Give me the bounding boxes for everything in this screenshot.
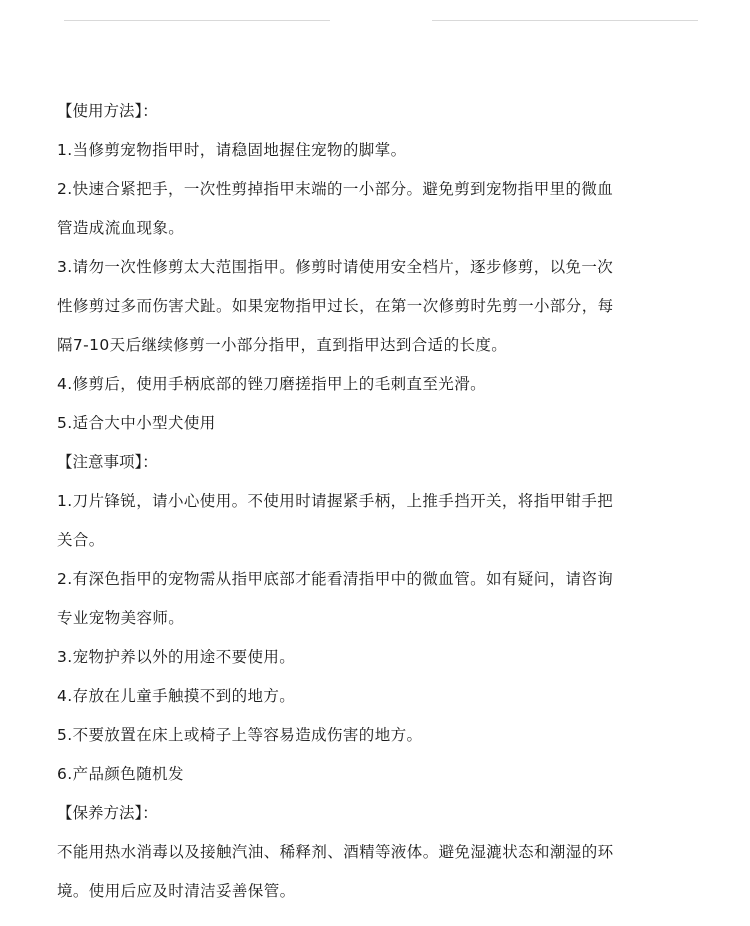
top-divider-right — [432, 20, 698, 21]
usage-line: 3.请勿一次性修剪太大范围指甲。修剪时请使用安全档片，逐步修剪，以免一次 — [57, 258, 614, 276]
usage-line: 5.适合大中小型犬使用 — [57, 414, 216, 432]
notes-line: 2.有深色指甲的宠物需从指甲底部才能看清指甲中的微血管。如有疑问，请咨询 — [57, 570, 614, 588]
usage-line: 2.快速合紧把手，一次性剪掉指甲末端的一小部分。避免剪到宠物指甲里的微血 — [57, 180, 614, 198]
notes-line: 关合。 — [57, 531, 105, 549]
usage-line: 1.当修剪宠物指甲时，请稳固地握住宠物的脚掌。 — [57, 141, 407, 159]
notes-heading: 【注意事项】： — [57, 453, 158, 471]
care-line: 不能用热水消毒以及接触汽油、稀释剂、酒精等液体。避免湿漉状态和潮湿的环 — [57, 843, 614, 861]
notes-line: 专业宠物美容师。 — [57, 609, 185, 627]
usage-line: 性修剪过多而伤害犬趾。如果宠物指甲过长，在第一次修剪时先剪一小部分，每 — [57, 297, 614, 315]
usage-line: 管造成流血现象。 — [57, 219, 185, 237]
usage-line: 隔7-10天后继续修剪一小部分指甲，直到指甲达到合适的长度。 — [57, 336, 508, 354]
notes-line: 4.存放在儿童手触摸不到的地方。 — [57, 687, 296, 705]
notes-line: 3.宠物护养以外的用途不要使用。 — [57, 648, 296, 666]
instructions-document — [57, 92, 697, 911]
usage-heading: 【使用方法】： — [57, 102, 158, 120]
notes-line: 1.刀片锋锐，请小心使用。不使用时请握紧手柄，上推手挡开关，将指甲钳手把 — [57, 492, 614, 510]
care-heading: 【保养方法】： — [57, 804, 158, 822]
care-line: 境。使用后应及时清洁妥善保管。 — [57, 882, 296, 900]
usage-line: 4.修剪后，使用手柄底部的锉刀磨搓指甲上的毛刺直至光滑。 — [57, 375, 486, 393]
notes-line: 5.不要放置在床上或椅子上等容易造成伤害的地方。 — [57, 726, 423, 744]
top-divider-left — [64, 20, 330, 21]
notes-line: 6.产品颜色随机发 — [57, 765, 184, 783]
